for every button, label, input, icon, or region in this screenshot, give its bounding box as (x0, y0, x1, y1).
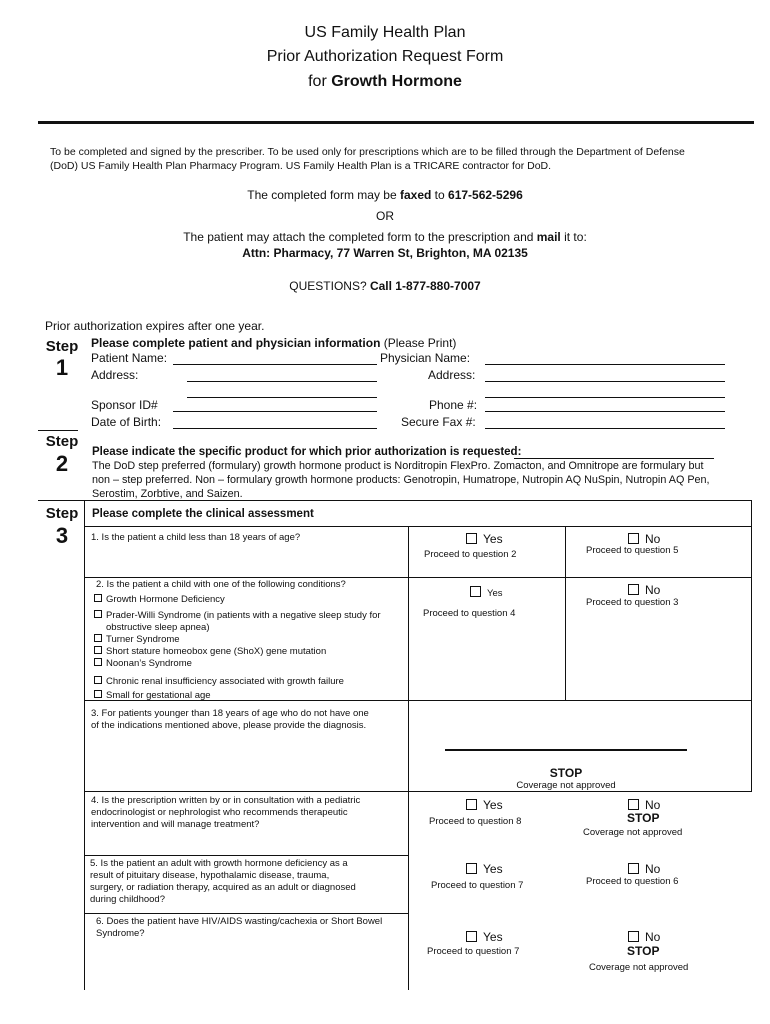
question-3-line1: 3. For patients younger than 18 years of age who do not have one (91, 708, 369, 719)
phone-label: Phone #: (429, 398, 478, 412)
condition-item[interactable]: Chronic renal insufficiency associated with growth failure (94, 676, 344, 688)
q4-no-note: Coverage not approved (583, 827, 683, 838)
q3-stop-note: Coverage not approved (516, 780, 616, 791)
q6-yes-option[interactable]: Yes (466, 929, 503, 945)
step-1-number: 1 (55, 355, 69, 380)
table-col-divider (408, 526, 409, 990)
q4-no-stop: STOP (627, 811, 660, 825)
q5-yes-checkbox[interactable] (466, 863, 477, 874)
condition-item-continued: obstructive sleep apnea) (106, 622, 210, 633)
condition-item[interactable]: Noonan’s Syndrome (94, 658, 192, 670)
step-label: Step (45, 505, 79, 522)
q5-no-option[interactable]: No (628, 861, 660, 877)
patient-name-field[interactable] (173, 364, 377, 365)
q4-no-checkbox[interactable] (628, 799, 639, 810)
step-2-rule (38, 430, 78, 431)
form-title-line3: for Growth Hormone (308, 73, 462, 90)
q1-no-option[interactable]: No (628, 531, 660, 547)
step-label: Step (45, 433, 79, 450)
q6-yes-checkbox[interactable] (466, 931, 477, 942)
q2-yes-checkbox[interactable] (470, 586, 481, 597)
question-2: 2. Is the patient a child with one of the following conditions? (96, 579, 346, 590)
sponsor-id-field[interactable] (173, 411, 377, 412)
patient-address-field-1[interactable] (187, 381, 377, 382)
row-rule (84, 855, 408, 856)
condition-checkbox[interactable] (94, 646, 102, 654)
condition-checkbox[interactable] (94, 658, 102, 666)
condition-item[interactable]: Growth Hormone Deficiency (94, 594, 225, 606)
question-3-line2: of the indications mentioned above, please provide the diagnosis. (91, 720, 367, 731)
step-label: Step (45, 338, 79, 355)
q1-no-checkbox[interactable] (628, 533, 639, 544)
table-left-border-lower (84, 700, 85, 990)
intro-text: To be completed and signed by the prescriber. To be used only for prescriptions which are to be filled through the Department of Defense (DoD) US Family Health Plan Pharmacy Program. US Family Health Plan is a TRICARE contractor for DoD. (50, 146, 685, 172)
mail-instruction: The patient may attach the completed form to the prescription and mail it to: (183, 230, 587, 244)
step-2-text: The DoD step preferred (formulary) growth hormone product is Norditropin FlexPro. Zomacton, and Omnitrope are formulary but non – step preferred. Non – formulary growth hormone products: Genotropin, Humatrope, Nutropin AQ NuSpin, Nutropin AQ Pen, Serostim, Zorbtive, and Saizen. (92, 460, 710, 500)
patient-address-field-2[interactable] (187, 397, 377, 398)
question-4-line1: 4. Is the prescription written by or in consultation with a pediatric (91, 795, 361, 806)
expiration-note: Prior authorization expires after one year. (45, 319, 265, 333)
question-4-line2: endocrinologist or nephrologist who recommends therapeutic (91, 807, 348, 818)
condition-checkbox[interactable] (94, 610, 102, 618)
patient-address-label: Address: (91, 368, 139, 382)
question-6-line2: Syndrome? (96, 928, 145, 939)
step-3-top-rule (38, 500, 752, 501)
step-3-number: 3 (55, 523, 69, 548)
step-2-number: 2 (55, 451, 69, 476)
q4-yes-checkbox[interactable] (466, 799, 477, 810)
condition-item[interactable]: Turner Syndrome (94, 634, 180, 646)
condition-checkbox[interactable] (94, 634, 102, 642)
patient-name-label: Patient Name: (91, 351, 168, 365)
condition-checkbox[interactable] (94, 690, 102, 698)
table-left-border (84, 500, 85, 700)
physician-address-label: Address: (428, 368, 476, 382)
physician-address-field-2[interactable] (485, 397, 725, 398)
table-right-border-q3 (751, 700, 752, 791)
condition-checkbox[interactable] (94, 676, 102, 684)
question-5-line3: surgery, or radiation therapy, acquired as an adult or diagnosed (90, 882, 356, 893)
question-6-line1: 6. Does the patient have HIV/AIDS wasting/cachexia or Short Bowel (96, 916, 383, 927)
question-5-line1: 5. Is the patient an adult with growth hormone deficiency as a (90, 858, 348, 869)
question-5-line4: during childhood? (90, 894, 166, 905)
q2-yes-option[interactable]: Yes (470, 586, 503, 600)
q5-yes-next: Proceed to question 7 (431, 880, 524, 891)
question-4-line3: intervention and will manage treatment? (91, 819, 260, 830)
table-header-rule (84, 526, 752, 527)
table-right-border (751, 526, 752, 700)
dob-field[interactable] (173, 428, 377, 429)
q6-yes-next: Proceed to question 7 (427, 946, 520, 957)
q4-yes-next: Proceed to question 8 (429, 816, 522, 827)
physician-name-label: Physician Name: (380, 351, 471, 365)
table-right-border-top (751, 500, 752, 527)
or-text: OR (376, 209, 394, 223)
condition-checkbox[interactable] (94, 594, 102, 602)
q6-no-stop: STOP (627, 944, 660, 958)
condition-item[interactable]: Small for gestational age (94, 690, 211, 702)
questions-line: QUESTIONS? Call 1-877-880-7007 (289, 279, 481, 293)
condition-item[interactable]: Short stature homeobox gene (ShoX) gene mutation (94, 646, 326, 658)
secure-fax-label: Secure Fax #: (401, 415, 476, 429)
q1-yes-option[interactable]: Yes (466, 531, 503, 547)
phone-field[interactable] (485, 411, 725, 412)
diagnosis-field[interactable] (445, 749, 687, 751)
step-3-heading: Please complete the clinical assessment (92, 508, 314, 520)
secure-fax-field[interactable] (485, 428, 725, 429)
q4-no-option[interactable]: No (628, 797, 660, 813)
form-title-line2: Prior Authorization Request Form (266, 48, 504, 65)
q5-no-next: Proceed to question 6 (586, 876, 679, 887)
mail-address: Attn: Pharmacy, 77 Warren St, Brighton, MA 02135 (242, 246, 528, 260)
physician-address-field-1[interactable] (485, 381, 725, 382)
q2-no-option[interactable]: No (628, 582, 660, 598)
q5-no-checkbox[interactable] (628, 863, 639, 874)
header-rule (38, 121, 754, 124)
step-1-heading: Please complete patient and physician information (Please Print) (91, 336, 457, 350)
row-rule (84, 913, 408, 914)
q6-no-note: Coverage not approved (589, 962, 689, 973)
form-title-line1: US Family Health Plan (304, 24, 466, 41)
dob-label: Date of Birth: (91, 415, 162, 429)
question-1: 1. Is the patient a child less than 18 years of age? (91, 532, 301, 543)
q6-no-option[interactable]: No (628, 929, 660, 945)
question-5-line2: result of pituitary disease, hypothalamic disease, trauma, (90, 870, 330, 881)
row-rule (84, 577, 752, 578)
q1-yes-checkbox[interactable] (466, 533, 477, 544)
q2-no-checkbox[interactable] (628, 584, 639, 595)
condition-item[interactable]: Prader-Willi Syndrome (in patients with a negative sleep study for (94, 610, 381, 622)
sponsor-id-label: Sponsor ID# (91, 398, 158, 412)
q6-no-checkbox[interactable] (628, 931, 639, 942)
q5-yes-option[interactable]: Yes (466, 861, 503, 877)
q2-no-next: Proceed to question 3 (586, 597, 679, 608)
q1-yes-next: Proceed to question 2 (424, 549, 517, 560)
fax-instruction: The completed form may be faxed to 617-562-5296 (247, 188, 523, 202)
q1-no-next: Proceed to question 5 (586, 545, 679, 556)
q2-yes-next: Proceed to question 4 (423, 608, 516, 619)
step-2-heading: Please indicate the specific product for which prior authorization is requested: (92, 446, 522, 458)
row-rule (84, 791, 408, 792)
q3-stop: STOP (549, 766, 583, 780)
physician-name-field[interactable] (485, 364, 725, 365)
q4-yes-option[interactable]: Yes (466, 797, 503, 813)
table-col-divider-2 (565, 526, 566, 700)
